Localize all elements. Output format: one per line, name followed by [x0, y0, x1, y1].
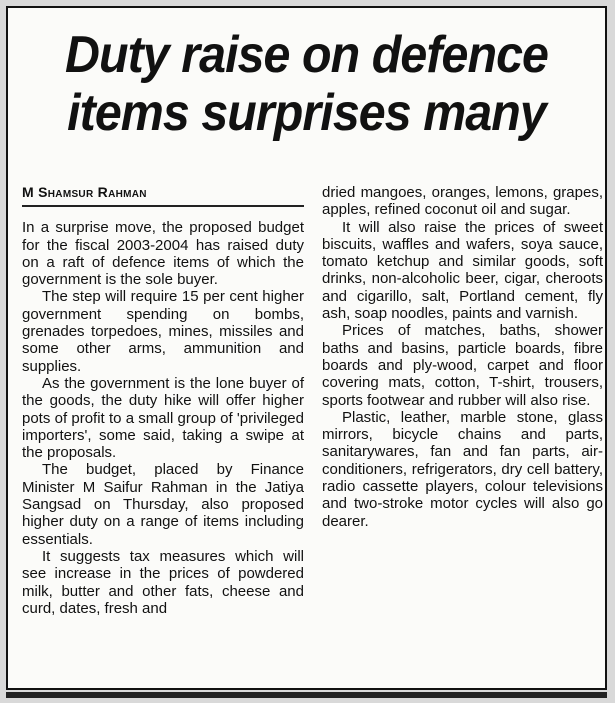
paragraph: In a surprise move, the proposed budget for the fiscal 2003-2004 has raised duty on a raft of defence items of which the government is the sole buyer. [22, 219, 304, 289]
byline: M Shamsur Rahman [22, 184, 147, 200]
paragraph: The budget, placed by Finance Minister M Saifur Rahman in the Jatiya Sangsad on Thursday, also proposed higher duty on a range of items including essentials. [22, 461, 304, 548]
paragraph: It suggests tax measures which will see increase in the prices of powdered milk, butter and other fats, cheese and curd, dates, fresh and [22, 547, 304, 617]
headline-line-2: items surprises many [67, 84, 546, 142]
headline-line-1: Duty raise on defence [64, 26, 549, 84]
byline-rule [22, 205, 304, 207]
paragraph: The step will require 15 per cent higher government spending on bombs, grenades torpedoes, mines, missiles and some other arms, ammunition and supplies. [22, 288, 304, 375]
paragraph: Plastic, leather, marble stone, glass mirrors, bicycle chains and parts, sanitarywares, fan and fan parts, air-conditioners, refrigerators, dry cell battery, radio cassette players, colour televisions and two-stroke motor cycles will also go dearer. [322, 408, 603, 530]
paragraph: Prices of matches, baths, shower baths and basins, particle boards, fibre boards and ply-wood, carpet and floor covering mats, cotton, T-shirt, trousers, sports footwear and rubber will also rise. [322, 322, 603, 409]
paragraph: As the government is the lone buyer of the goods, the duty hike will offer higher pots of profit to a small group of 'privileged importers', some said, taking a swipe at the proposals. [22, 374, 304, 462]
news-clipping [6, 6, 607, 690]
bottom-rule [6, 692, 607, 698]
column-right [322, 184, 603, 530]
column-left [22, 184, 304, 617]
paragraph: It will also raise the prices of sweet biscuits, waffles and wafers, soya sauce, tomato ketchup and similar goods, soft drinks, non-alcoholic beer, cigar, cheroots and cigarillo, salt, Portland cement, fly ash, soap noodles, paints and varnish. [322, 218, 603, 323]
headline [29, 26, 584, 142]
paragraph-continued: dried mangoes, oranges, lemons, grapes, apples, refined coconut oil and sugar. [322, 184, 603, 219]
